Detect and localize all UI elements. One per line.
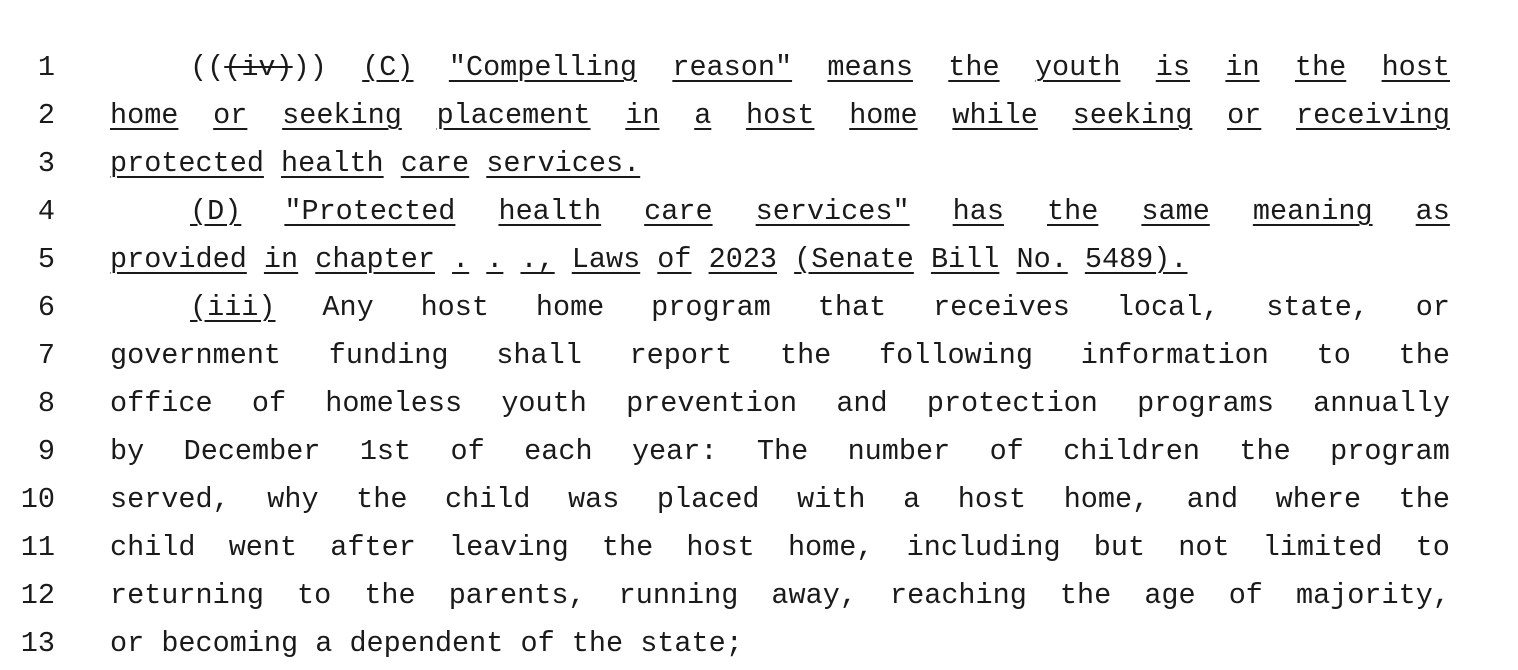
text-line — [0, 92, 1518, 140]
line-text — [110, 92, 1450, 140]
deletion-group — [190, 44, 327, 92]
word: host — [420, 291, 489, 324]
word: year: — [631, 435, 718, 468]
word: parents, — [448, 579, 586, 612]
word: to — [297, 579, 332, 612]
inserted-word: placement — [436, 99, 591, 132]
text-line — [0, 140, 1518, 188]
text-line — [0, 236, 1518, 284]
line-text — [110, 332, 1450, 380]
word: the — [601, 531, 654, 564]
text-line — [0, 332, 1518, 380]
line-text — [190, 284, 1450, 332]
inserted-word: ., — [520, 243, 555, 276]
word: protection — [926, 387, 1098, 420]
word: that — [817, 291, 887, 324]
inserted-word: (C) — [362, 51, 414, 84]
word: host — [686, 531, 755, 564]
inserted-word: the — [948, 51, 1000, 84]
line-text — [110, 524, 1450, 572]
struck-text: (iv) — [224, 51, 293, 84]
word: by — [110, 435, 145, 468]
inserted-word: provided — [110, 243, 247, 276]
inserted-word: (iii) — [190, 291, 276, 324]
word: with — [797, 483, 866, 516]
line-text — [190, 188, 1450, 236]
line-text — [110, 572, 1450, 620]
inserted-word: seeking — [282, 99, 402, 132]
line-number: 7 — [37, 339, 55, 372]
inserted-word: of — [657, 243, 692, 276]
inserted-word: care — [644, 195, 713, 228]
text-line — [0, 428, 1518, 476]
inserted-word: care — [400, 147, 470, 180]
word: prevention — [626, 387, 798, 420]
inserted-word: "Compelling — [448, 51, 637, 84]
word: age — [1144, 579, 1196, 612]
word: running — [618, 579, 739, 612]
line-number: 1 — [37, 51, 55, 84]
inserted-word: as — [1415, 195, 1450, 228]
word: program — [1330, 435, 1450, 468]
text-line — [0, 284, 1518, 332]
inserted-word: . — [452, 243, 470, 276]
word: why — [267, 483, 319, 516]
word: of — [989, 435, 1024, 468]
word: where — [1275, 483, 1362, 516]
word: each — [524, 435, 593, 468]
word: of — [450, 435, 485, 468]
word: child — [445, 483, 531, 516]
line-number: 12 — [20, 579, 55, 612]
word: annually — [1313, 387, 1450, 420]
line-number: 3 — [37, 147, 55, 180]
word: and — [836, 387, 888, 420]
text-line — [0, 188, 1518, 236]
inserted-word: a — [694, 99, 712, 132]
inserted-word: has — [952, 195, 1004, 228]
inserted-word: or — [213, 99, 248, 132]
word: returning — [110, 579, 264, 612]
word: placed — [656, 483, 760, 516]
word: leaving — [448, 531, 569, 564]
line-number: 5 — [37, 243, 55, 276]
line-number: 11 — [20, 531, 55, 564]
word: state, — [1266, 291, 1369, 324]
inserted-word: health — [498, 195, 602, 228]
word: including — [906, 531, 1061, 564]
word: youth — [501, 387, 587, 420]
word: the — [779, 339, 832, 372]
word: the — [1239, 435, 1291, 468]
inserted-word: 2023 — [708, 243, 778, 276]
text-line — [0, 44, 1518, 92]
inserted-word: receiving — [1296, 99, 1450, 132]
word: majority, — [1296, 579, 1450, 612]
line-number: 6 — [37, 291, 55, 324]
inserted-word: (D) — [190, 195, 242, 228]
word: served, — [110, 483, 230, 516]
inserted-word: health — [281, 147, 384, 180]
word: Any — [322, 291, 374, 324]
inserted-word: is — [1155, 51, 1191, 84]
word: government — [110, 339, 282, 372]
inserted-word: Laws — [571, 243, 641, 276]
word: information — [1080, 339, 1269, 372]
line-number: 8 — [37, 387, 55, 420]
word: or — [110, 627, 145, 660]
word: 1st — [359, 435, 412, 468]
line-text — [110, 236, 1450, 284]
word: report — [629, 339, 733, 372]
word: the — [1398, 483, 1450, 516]
text-line — [0, 572, 1518, 620]
inserted-word: means — [827, 51, 913, 84]
word: the — [356, 483, 408, 516]
word: was — [568, 483, 620, 516]
line-text — [110, 140, 1450, 188]
word: the — [1398, 339, 1450, 372]
inserted-word: same — [1141, 195, 1210, 228]
inserted-word: No. — [1016, 243, 1068, 276]
word: programs — [1137, 387, 1274, 420]
word: of — [520, 627, 555, 660]
text-line — [0, 524, 1518, 572]
inserted-word: 5489). — [1084, 243, 1188, 276]
line-text — [110, 476, 1450, 524]
inserted-word: Bill — [930, 243, 1000, 276]
word: reaching — [890, 579, 1027, 612]
inserted-word: in — [1225, 51, 1260, 84]
word: a — [315, 627, 333, 660]
word: the — [571, 627, 624, 660]
word: dependent — [349, 627, 504, 660]
inserted-word: host — [746, 99, 815, 132]
inserted-word: (Senate — [794, 243, 914, 276]
bill-text-page — [0, 44, 1518, 668]
inserted-word: meaning — [1252, 195, 1373, 228]
inserted-word: reason" — [672, 51, 793, 84]
word: the — [1059, 579, 1112, 612]
word: December — [183, 435, 321, 468]
line-text — [110, 620, 1450, 668]
inserted-word: home — [849, 99, 918, 132]
word: a — [903, 483, 921, 516]
word: office — [110, 387, 213, 420]
word: becoming — [161, 627, 299, 660]
inserted-word: . — [486, 243, 504, 276]
word: not — [1178, 531, 1230, 564]
inserted-word: services" — [755, 195, 910, 228]
line-number: 2 — [37, 99, 55, 132]
word: but — [1093, 531, 1146, 564]
word: local, — [1116, 291, 1220, 324]
inserted-word: or — [1227, 99, 1262, 132]
inserted-word: the — [1294, 51, 1347, 84]
word: children — [1063, 435, 1201, 468]
line-number: 13 — [20, 627, 55, 660]
inserted-word: seeking — [1072, 99, 1193, 132]
word: program — [651, 291, 771, 324]
word: )) — [292, 51, 327, 84]
word: went — [228, 531, 298, 564]
inserted-word: while — [952, 99, 1038, 132]
inserted-word: host — [1381, 51, 1450, 84]
word: of — [1228, 579, 1263, 612]
word: or — [1415, 291, 1450, 324]
word: (( — [190, 51, 225, 84]
text-line — [0, 620, 1518, 668]
line-number: 4 — [37, 195, 55, 228]
word: after — [330, 531, 416, 564]
word: following — [879, 339, 1033, 372]
word: the — [364, 579, 416, 612]
word: host — [957, 483, 1027, 516]
word: home, — [1063, 483, 1150, 516]
inserted-word: services. — [486, 147, 641, 180]
inserted-word: "Protected — [284, 195, 456, 228]
word: of — [251, 387, 287, 420]
word: number — [847, 435, 951, 468]
word: to — [1316, 339, 1351, 372]
word: away, — [771, 579, 857, 612]
line-text — [190, 44, 1450, 92]
text-line — [0, 380, 1518, 428]
line-text — [110, 428, 1450, 476]
inserted-word: the — [1047, 195, 1099, 228]
inserted-word: in — [625, 99, 660, 132]
inserted-word: chapter — [315, 243, 435, 276]
word: child — [110, 531, 196, 564]
inserted-word: in — [263, 243, 299, 276]
line-number: 9 — [37, 435, 55, 468]
word: home — [535, 291, 605, 324]
text-line — [0, 476, 1518, 524]
word: shall — [496, 339, 582, 372]
word: state; — [640, 627, 743, 660]
word: receives — [933, 291, 1070, 324]
word: The — [756, 435, 809, 468]
word: home, — [787, 531, 874, 564]
inserted-word: home — [110, 99, 179, 132]
word: to — [1415, 531, 1450, 564]
word: funding — [328, 339, 449, 372]
line-text — [110, 380, 1450, 428]
inserted-word: youth — [1034, 51, 1121, 84]
word: and — [1186, 483, 1239, 516]
line-number: 10 — [20, 483, 55, 516]
word: limited — [1262, 531, 1383, 564]
inserted-word: protected — [110, 147, 264, 180]
word: homeless — [325, 387, 463, 420]
